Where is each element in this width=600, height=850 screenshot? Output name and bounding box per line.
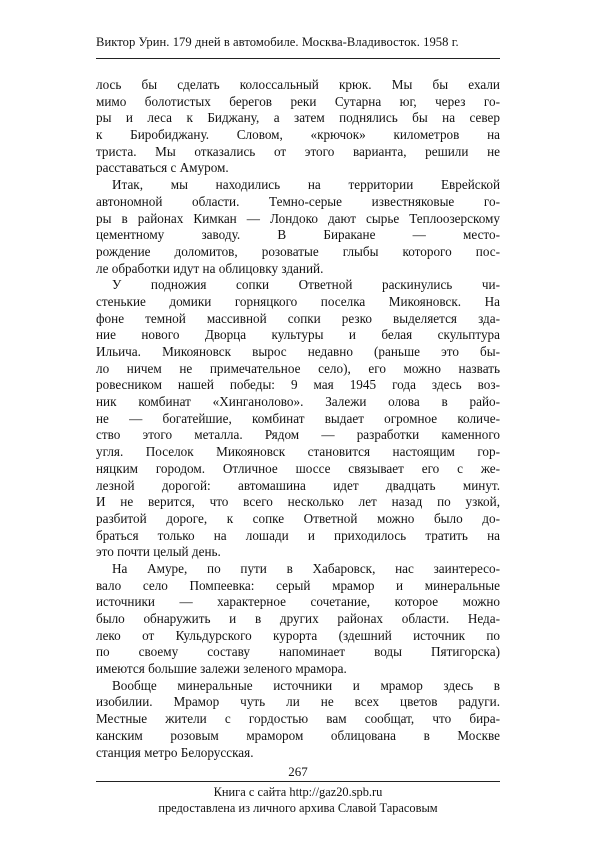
footer-credit-line: предоставлена из личного архива Славой Тарасовым <box>158 801 438 815</box>
text-line: Итак, мы находились на территории Еврейской <box>112 177 500 193</box>
text-line: к Биробиджану. Словом, «крючок» километров на <box>96 127 500 143</box>
text-line: угля. Поселок Микояновск становится настоящим гор- <box>96 444 500 460</box>
header-divider <box>96 58 500 59</box>
body-text <box>96 77 500 761</box>
text-line: это почти целый день. <box>96 544 221 560</box>
text-line: по своему составу напоминает воды Пятигорска) <box>96 644 500 660</box>
text-line: канским розовым мрамором облицована в Москве <box>96 727 500 743</box>
text-line: ние нового Дворца культуры и белая скульптура <box>96 327 500 343</box>
text-line: И не верится, что всего несколько лет назад по узкой, <box>96 494 500 510</box>
footer <box>96 784 500 816</box>
text-line: мимо болотистых берегов реки Сутарна юг, через го- <box>96 93 500 109</box>
footer-divider <box>96 781 500 782</box>
text-line: расставаться с Амуром. <box>96 160 229 176</box>
text-line: Местные жители с гордостью вам сообщат, что бира- <box>96 711 500 727</box>
text-line: ле обработки идут на облицовку зданий. <box>96 260 324 276</box>
text-line: На Амуре, по пути в Хабаровск, нас заинтересо- <box>112 560 500 576</box>
text-line: рождение доломитов, розоватые глыбы которого пос- <box>96 243 500 259</box>
text-line: лезной дорогой: автомашина идет двадцать минут. <box>96 477 500 493</box>
text-line: У подножия сопки Ответной раскинулись чи- <box>112 277 500 293</box>
text-line: ры и леса к Биджану, а затем поднялись бы на север <box>96 110 500 126</box>
text-line: браться только на лошади и приходилось тратить на <box>96 527 500 543</box>
text-line: разбитой дороге, к сопке Ответной можно было до- <box>96 510 500 526</box>
text-line: лось бы сделать колоссальный крюк. Мы бы ехали <box>96 77 500 92</box>
text-line: триста. Мы отказались от этого варианта, решили не <box>96 143 500 159</box>
text-line: ство этого металла. Рядом — разработки каменного <box>96 427 500 443</box>
text-line: автономной области. Темно-серые известняковые го- <box>96 193 500 209</box>
text-line: ровесником нашей победы: 9 мая 1945 года здесь воз- <box>96 377 500 393</box>
text-line: ник комбинат «Хинганолово». Залежи олова в райо- <box>96 394 500 410</box>
text-line: вало село Помпеевка: серый мрамор и минеральные <box>96 577 500 593</box>
text-line: ры в районах Кимкан — Лондоко дают сырье Теплоозерскому <box>96 210 500 226</box>
text-line: стенькие домики горняцкого поселка Микояновск. На <box>96 293 500 309</box>
text-line: имеются большие залежи зеленого мрамора. <box>96 661 347 677</box>
text-line: цементному заводу. В Биракане — место- <box>96 227 500 243</box>
text-line: Ильича. Микояновск вырос недавно (раньше это бы- <box>96 344 500 359</box>
footer-source-line: Книга с сайта http://gaz20.spb.ru <box>213 785 383 799</box>
text-line: Вообще минеральные источники и мрамор здесь в <box>112 677 500 693</box>
text-line: не — богатейшие, комбинат выдает огромное количе- <box>96 410 500 426</box>
text-line: ло ничем не примечательное село), его можно назвать <box>96 360 500 376</box>
text-line: изобилии. Мрамор чуть ли не всех цветов радуги. <box>96 694 500 710</box>
text-line: няцким городом. Отличное шоссе связывает его с же- <box>96 460 500 476</box>
text-line: источники — характерное сочетание, которое можно <box>96 594 500 610</box>
text-line: леко от Кульдурского курорта (здешний источник по <box>96 627 500 643</box>
text-line: фоне темной массивной сопки резко выделяется зда- <box>96 310 500 326</box>
running-header: Виктор Урин. 179 дней в автомобиле. Москва-Владивосток. 1958 г. <box>96 35 459 49</box>
text-line: станция метро Белорусская. <box>96 744 254 760</box>
page-number: 267 <box>288 764 308 779</box>
text-line: было обнаружить и в других районах области. Неда- <box>96 611 500 626</box>
